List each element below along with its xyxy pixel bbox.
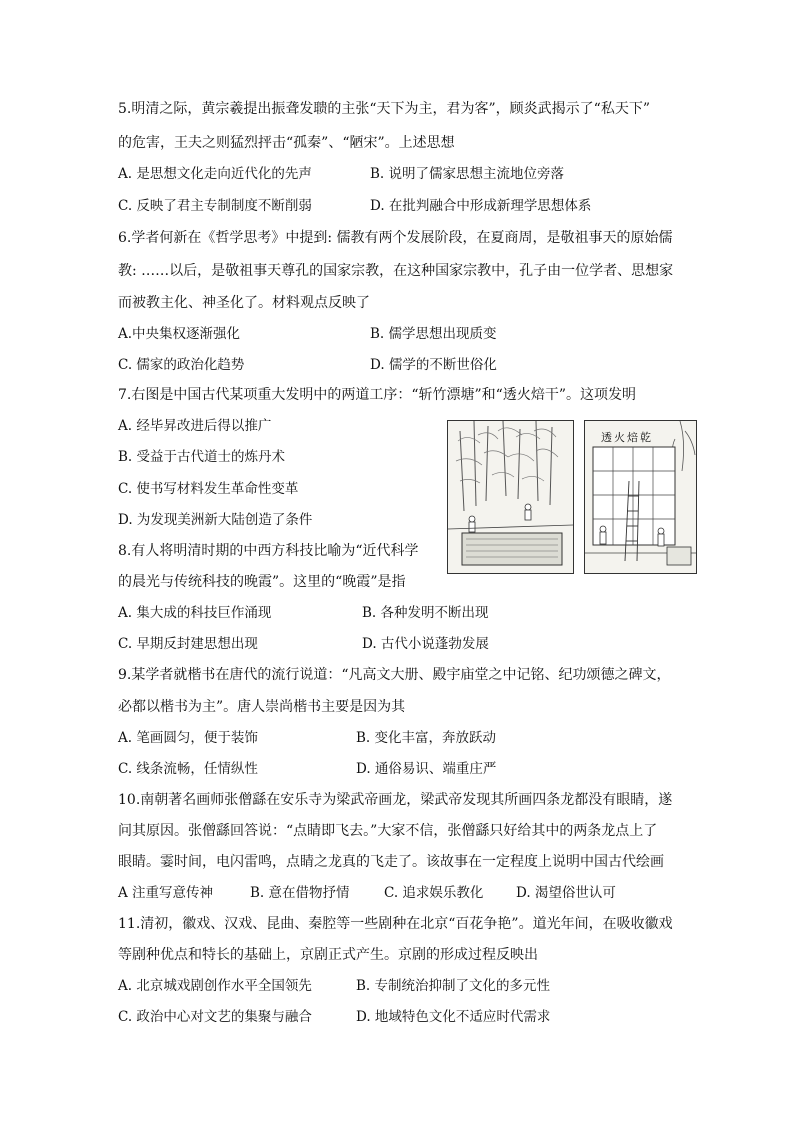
q7-option-a: A. 经毕昇改进后得以推广: [118, 418, 272, 434]
figure-caption: 透火焙乾: [601, 431, 653, 444]
q7-option-c: C. 使书写材料发生革命性变革: [118, 481, 299, 497]
q10-option-d: D. 渴望俗世认可: [516, 885, 616, 901]
q6-option-c: C. 儒家的政治化趋势: [118, 357, 245, 373]
q5-option-c: C. 反映了君主专制制度不断削弱: [118, 198, 312, 214]
q10-stem-line3: 眼睛。霎时间，电闪雷鸣，点睛之龙真的飞走了。该故事在一定程度上说明中国古代绘画: [118, 854, 664, 870]
q10-stem-line1: 10.南朝著名画师张僧繇在安乐寺为梁武帝画龙，梁武帝发现其所画四条龙都没有眼睛，遂: [118, 792, 673, 808]
q7-stem-line1: 7.右图是中国古代某项重大发明中的两道工序：“斩竹漂塘”和“透火焙干”。这项发明: [118, 387, 636, 403]
figure-paper-drying: [584, 420, 697, 574]
q6-stem-line3: 而被教主化、神圣化了。材料观点反映了: [118, 295, 370, 311]
q6-option-b: B. 儒学思想出现质变: [370, 326, 497, 342]
q5-stem-line1: 5.明清之际，黄宗羲提出振聋发聩的主张“天下为主，君为客”，顾炎武揭示了“私天下”: [118, 101, 650, 117]
q9-option-d: D. 通俗易识、端重庄严: [356, 761, 497, 777]
q8-option-c: C. 早期反封建思想出现: [118, 636, 258, 652]
q8-stem-line1: 8.有人将明清时期的中西方科技比喻为“近代科学: [118, 543, 419, 559]
q8-option-b: B. 各种发明不断出现: [362, 605, 489, 621]
q10-option-c: C. 追求娱乐教化: [384, 885, 484, 901]
q6-option-d: D. 儒学的不断世俗化: [370, 357, 497, 373]
q5-option-a: A. 是思想文化走向近代化的先声: [118, 166, 312, 182]
q8-option-d: D. 古代小说蓬勃发展: [362, 636, 489, 652]
q5-option-d: D. 在批判融合中形成新理学思想体系: [370, 198, 592, 214]
q9-option-a: A. 笔画圆匀，便于装饰: [118, 730, 258, 746]
q11-option-a: A. 北京城戏剧创作水平全国领先: [118, 978, 312, 994]
q11-stem-line2: 等剧种优点和特长的基础上，京剧正式产生。京剧的形成过程反映出: [118, 947, 538, 963]
q11-option-c: C. 政治中心对文艺的集聚与融合: [118, 1009, 312, 1025]
q8-stem-line2: 的晨光与传统科技的晚霞”。这里的“晚霞”是指: [118, 574, 406, 590]
q9-option-b: B. 变化丰富，奔放跃动: [356, 730, 497, 746]
q11-option-d: D. 地域特色文化不适应时代需求: [356, 1009, 551, 1025]
q7-option-d: D. 为发现美洲新大陆创造了条件: [118, 512, 313, 528]
q9-stem-line2: 必都以楷书为主”。唐人崇尚楷书主要是因为其: [118, 699, 406, 715]
q6-stem-line2: 教: ……以后，是敬祖事天尊孔的国家宗教，在这种国家宗教中，孔子由一位学者、思想家: [118, 263, 674, 279]
q6-stem-line1: 6.学者何新在《哲学思考》中提到: 儒教有两个发展阶段，在夏商周，是敬祖事天的原始儒: [118, 230, 673, 246]
q10-stem-line2: 问其原因。张僧繇回答说：“点睛即飞去。”大家不信，张僧繇只好给其中的两条龙点上了: [118, 823, 658, 839]
q10-option-a: A 注重写意传神: [118, 885, 214, 901]
q11-stem-line1: 11.清初，徽戏、汉戏、昆曲、秦腔等一些剧种在北京“百花争艳”。道光年间，在吸收徽戏: [118, 916, 673, 932]
q11-option-b: B. 专制统治抑制了文化的多元性: [356, 978, 551, 994]
q9-stem-line1: 9.某学者就楷书在唐代的流行说道：“凡高文大册、殿宇庙堂之中记铭、纪功颂德之碑文，: [118, 667, 671, 683]
q7-option-b: B. 受益于古代道士的炼丹术: [118, 449, 286, 465]
q5-option-b: B. 说明了儒家思想主流地位旁落: [370, 166, 565, 182]
q8-option-a: A. 集大成的科技巨作涌现: [118, 605, 272, 621]
q6-option-a: A.中央集权逐渐强化: [118, 326, 241, 342]
figure-bamboo-soaking: [447, 420, 574, 574]
q9-option-c: C. 线条流畅，任情纵性: [118, 761, 258, 777]
q10-option-b: B. 意在借物抒情: [250, 885, 350, 901]
q5-stem-line2: 的危害，王夫之则猛烈抨击“孤秦”、“陋宋”。上述思想: [118, 135, 455, 151]
bamboo-soaking-illustration: [448, 421, 573, 573]
